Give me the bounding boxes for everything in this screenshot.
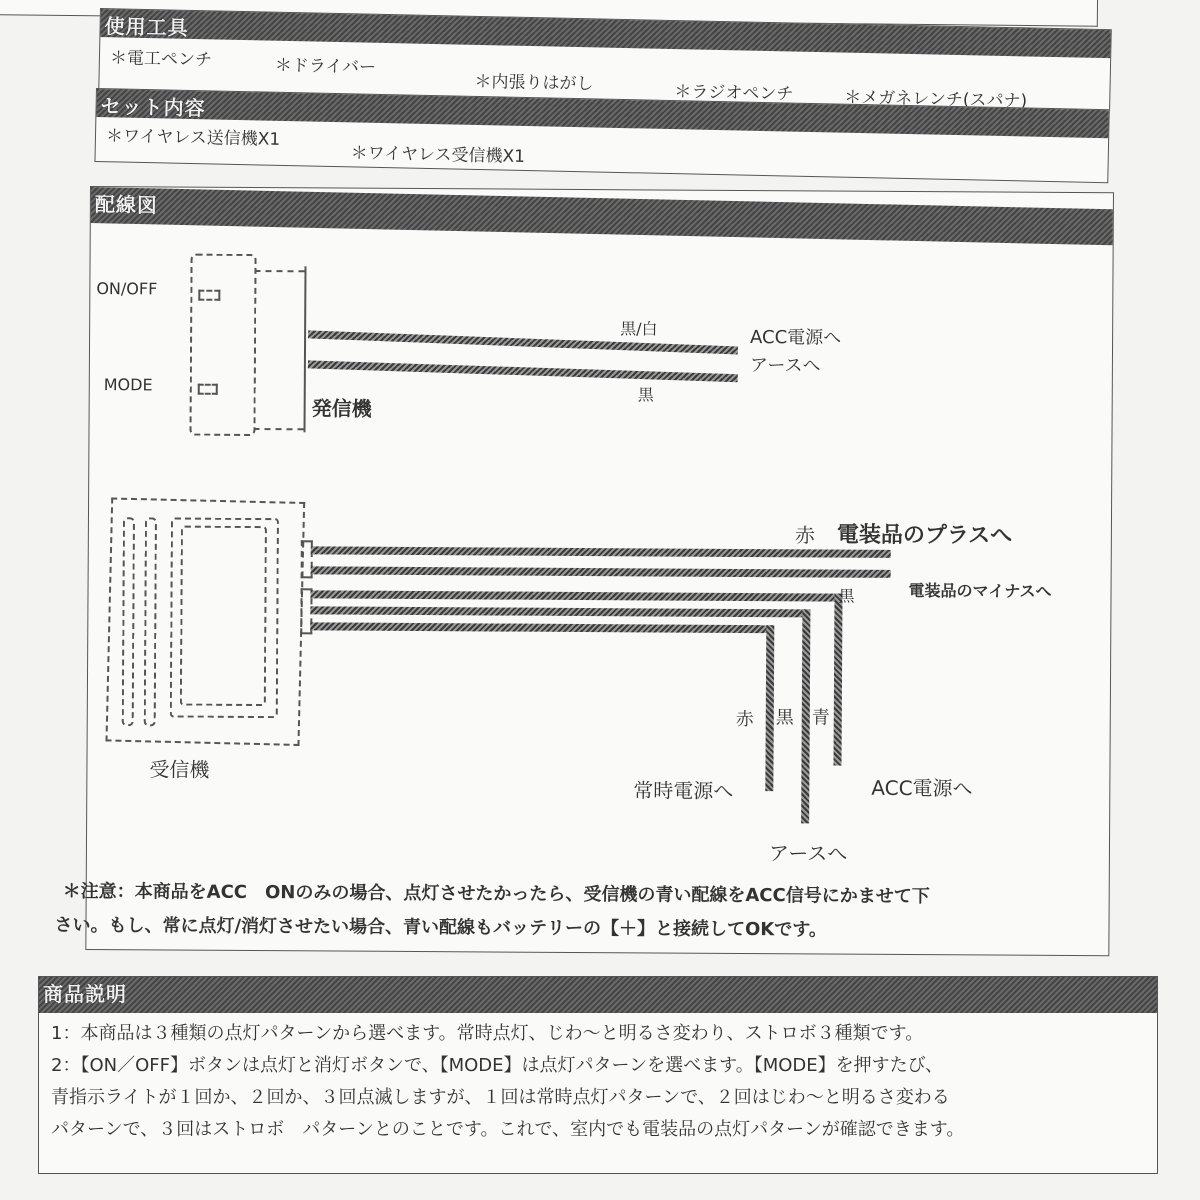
description-line: 2：【ON／OFF】ボタンは点灯と消灯ボタンで、【MODE】は点灯パターンを選べます。【MODE】を押すたび、 xyxy=(51,1055,943,1076)
description-line: 1：本商品は３種類の点灯パターンから選べます。常時点灯、じわ～と明るさ変わり、ストロボ３種類です。 xyxy=(51,1023,924,1044)
receiver-wire-black-in-drop xyxy=(801,609,810,823)
red-out-color: 赤 xyxy=(794,523,815,548)
product-description-section xyxy=(38,976,1158,1174)
product-description-title: 商品説明 xyxy=(43,982,127,1006)
on-off-button xyxy=(198,290,220,301)
receiver-slot-1 xyxy=(122,517,135,726)
wiring-note-line: さい。もし、常に点灯/消灯させたい場合、青い配線もバッテリーの【＋】と接続してOKです。 xyxy=(54,914,827,941)
tool-item: ＊ドライバー xyxy=(274,55,377,78)
wire-color-black: 黒 xyxy=(637,385,654,405)
receiver-label: 受信機 xyxy=(149,757,210,782)
product-description-header xyxy=(39,977,1157,1013)
wiring-note-line: ＊注意：本商品をACC ONのみの場合、点灯させたかったら、受信機の青い配線をACC信号にかませて下 xyxy=(62,880,930,908)
blue-in-color: 青 xyxy=(811,707,830,729)
transmitter-wire-ground xyxy=(308,360,738,382)
red-in-dest: 常時電源へ xyxy=(633,778,734,803)
transmitter-dimension-arrow xyxy=(303,266,306,432)
transmitter-label: 発信機 xyxy=(311,396,372,421)
tool-item: ＊内張りはがし xyxy=(474,71,594,95)
receiver-wire-blue-in-drop xyxy=(833,594,842,766)
blue-in-dest: ACC電源へ xyxy=(871,775,973,801)
set-item: ＊ワイヤレス受信機X1 xyxy=(350,143,526,167)
tool-item: ＊ラジオペンチ xyxy=(674,82,794,105)
receiver-wire-black-in xyxy=(310,606,808,617)
black-in-color: 黒 xyxy=(775,707,794,729)
transmitter-body xyxy=(189,254,256,436)
receiver-wire-blue-in xyxy=(310,590,840,601)
receiver-wire-black-out xyxy=(311,566,891,578)
black-out-color: 黒 xyxy=(838,586,855,606)
receiver-slot-2 xyxy=(144,517,157,726)
description-line: パターンで、３回はストロボ パターンとのことです。これで、室内でも電装品の点灯パターンが確認できます。 xyxy=(51,1119,965,1140)
red-in-color: 赤 xyxy=(735,708,754,731)
wiring-diagram-header xyxy=(91,187,1113,245)
receiver-panel-inner xyxy=(180,526,267,707)
wire-dest-acc: ACC電源へ xyxy=(750,327,842,349)
wiring-diagram-section xyxy=(54,186,1114,956)
set-contents-title: セット内容 xyxy=(100,94,206,121)
dimension-arrow-bottom-icon xyxy=(254,428,304,432)
mode-button xyxy=(198,384,218,395)
receiver-wire-red-in xyxy=(310,622,772,633)
description-line: 青指示ライトが１回か、２回か、３回点滅しますが、１回は常時点灯パターンで、２回はじわ～と明るさ変わる xyxy=(51,1087,950,1108)
receiver-wire-red-in-drop xyxy=(765,625,774,791)
black-out-dest: 電装品のマイナスへ xyxy=(908,581,1052,601)
red-out-dest: 電装品のプラスへ xyxy=(836,522,1013,549)
black-in-dest: アースへ xyxy=(768,841,848,866)
tools-section-title: 使用工具 xyxy=(104,14,189,40)
wire-color-black-white: 黒/白 xyxy=(620,319,658,339)
mode-label: MODE xyxy=(103,375,153,395)
on-off-label: ON/OFF xyxy=(96,279,158,299)
transmitter-wire-acc xyxy=(308,330,738,354)
tool-item: ＊メガネレンチ(スパナ) xyxy=(844,87,1028,112)
wiring-diagram-title: 配線図 xyxy=(94,192,158,218)
set-item: ＊ワイヤレス送信機X1 xyxy=(105,126,281,150)
wire-dest-ground: アースへ xyxy=(749,355,821,377)
dimension-arrow-top-icon xyxy=(254,270,304,274)
tool-item: ＊電工ペンチ xyxy=(109,48,213,71)
